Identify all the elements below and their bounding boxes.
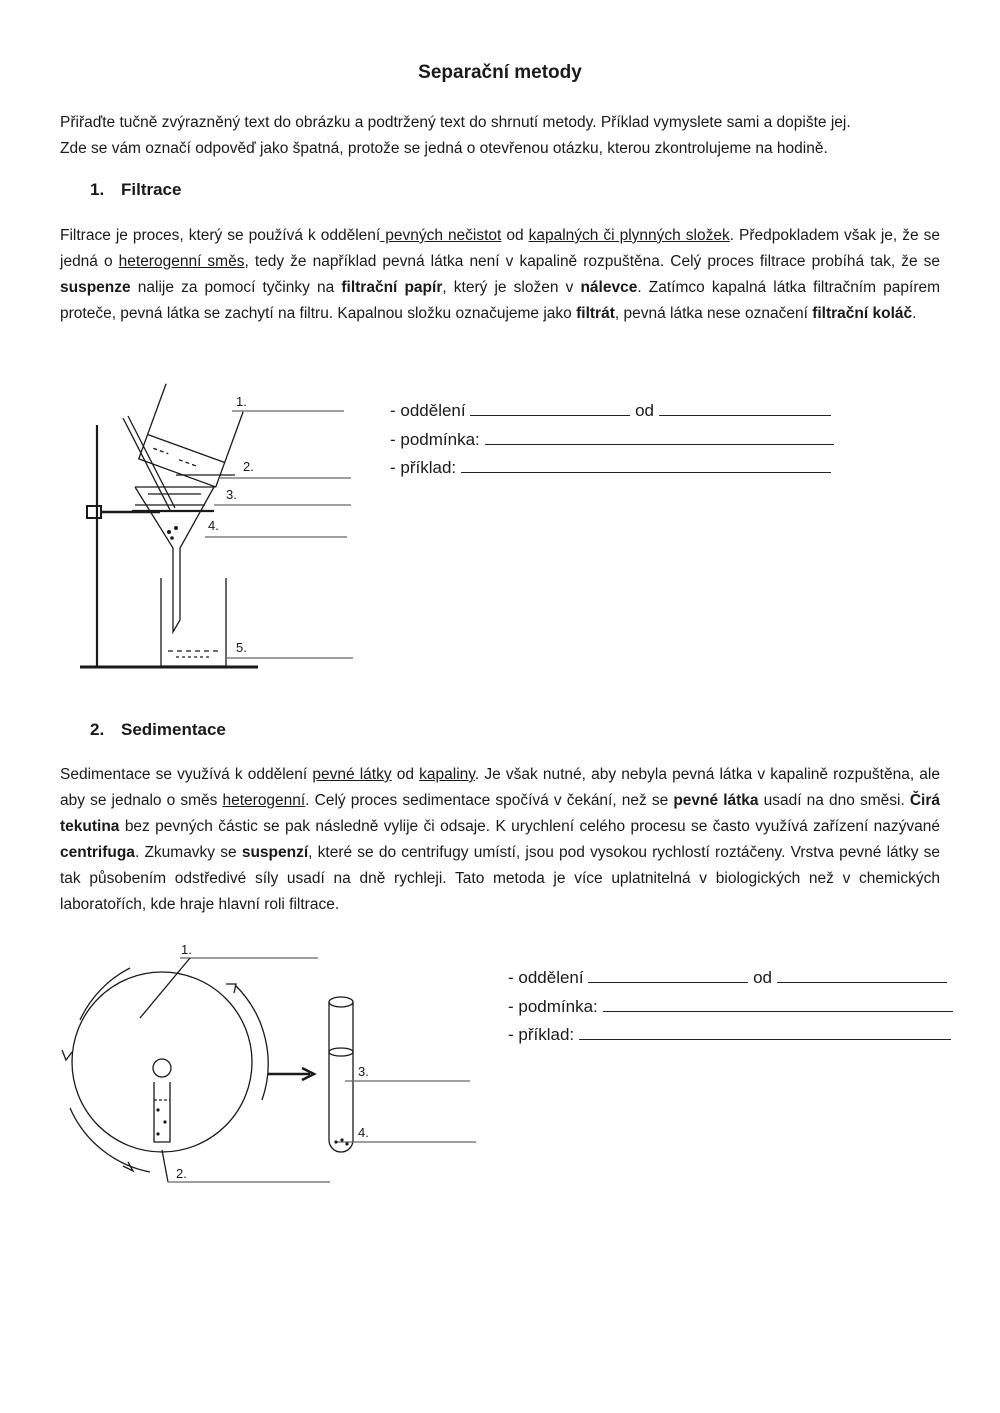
receiving-beaker-icon (161, 578, 226, 666)
bold-term: filtrát (576, 305, 615, 322)
answer-label: - příklad: (390, 458, 457, 477)
text-run: . Zatímco kapalná látka filtračním papírem proteče, pevná látka se zachytí na filtru. Kapalnou složku označujeme jako (60, 279, 941, 322)
pouring-beaker-icon (139, 384, 243, 487)
sedimentace-label-3: 3. (358, 1064, 369, 1079)
filtrace-label-5: 5. (236, 640, 247, 655)
answer-oddeleni-row (390, 397, 834, 426)
sedimentace-label-1: 1. (181, 942, 192, 957)
answer-priklad-row (390, 454, 834, 483)
underlined-term: pevných nečistot (380, 227, 502, 244)
bold-term: nálevce (580, 279, 638, 296)
answer-label: od (635, 401, 655, 420)
section-title: Sedimentace (121, 720, 226, 739)
text-run: od (391, 766, 420, 783)
answer-oddeleni-row (508, 964, 953, 993)
instructions-line-1: Přiřaďte tučně zvýrazněný text do obrázku a podtržený text do shrnutí metody. Příklad vymyslete sami a dopište jej. (60, 114, 851, 131)
sedimentace-label-4: 4. (358, 1125, 369, 1140)
funnel-icon (135, 487, 214, 632)
underlined-term: pevné látky (312, 766, 392, 783)
sedimentace-answer-block (508, 964, 953, 1050)
answer-blank-field[interactable] (470, 397, 630, 416)
text-run: . Předpokladem však je, že se jedná o (60, 227, 940, 270)
underlined-term: kapaliny (419, 766, 475, 783)
test-tube-icon (329, 997, 353, 1007)
answer-blank-field[interactable] (588, 964, 748, 983)
bold-term: filtrační koláč (812, 305, 913, 322)
text-run: od (501, 227, 529, 244)
clamp-icon (87, 506, 101, 518)
instructions (60, 110, 940, 162)
centrifuge-rotor-icon (72, 972, 252, 1152)
answer-label: - podmínka: (508, 996, 598, 1016)
answer-podminka-row (390, 426, 834, 455)
text-run: bez pevných částic se pak následně vylije či odsaje. K urychlení celého procesu se často využívá zařízení nazývané (119, 818, 940, 835)
filtrace-label-2: 2. (243, 459, 254, 474)
text-run: Filtrace je proces, který se používá k oddělení (60, 227, 381, 244)
answer-blank-field[interactable] (485, 426, 834, 445)
answer-label: od (753, 968, 773, 987)
bold-term: Čirá tekutina (60, 792, 940, 835)
bold-term: filtrační papír (341, 279, 443, 296)
sedimentace-label-2: 2. (176, 1166, 187, 1181)
answer-priklad-row (508, 1021, 953, 1050)
filtrace-label-1: 1. (236, 394, 247, 409)
text-run: . Celý proces sedimentace spočívá v čekání, než se (305, 792, 674, 809)
answer-label: - oddělení (508, 968, 584, 987)
instructions-line-2: Zde se vám označí odpověď jako špatná, protože se jedná o otevřenou otázku, kterou zkontrolujeme na hodině. (60, 140, 828, 157)
answer-label: - podmínka: (390, 429, 480, 449)
page-title: Separační metody (418, 62, 582, 83)
sedimentace-paragraph (60, 762, 940, 918)
filtrace-label-3: 3. (226, 487, 237, 502)
answer-blank-field[interactable] (777, 964, 947, 983)
text-run: usadí na dno směsi. (758, 792, 910, 809)
text-run: . (912, 305, 917, 322)
answer-label: - oddělení (390, 401, 466, 420)
glass-rod-icon (123, 418, 170, 510)
bold-term: suspenzí (241, 844, 309, 861)
bold-term: pevné látka (673, 792, 759, 809)
answer-podminka-row (508, 993, 953, 1022)
text-run: , které se do centrifugy umístí, jsou pod vysokou rychlostí roztáčeny. Vrstva pevné látky se tak působením odstředivé síly usadí na dně rychleji. Tato metoda je více uplatnitelná v biologických než v chemických laboratořích, kde hraje hlavní roli filtrace. (60, 844, 941, 913)
text-run: , tedy že například pevná látka není v kapalině rozpuštěna. Celý proces filtrace probíhá tak, že se (244, 253, 940, 270)
text-run: . Je však nutné, aby nebyla pevná látka v kapalině rozpuštěna, ale aby se jednalo o směs (60, 766, 940, 809)
section-heading-sedimentace (90, 720, 226, 740)
text-run: . Zkumavky se (134, 844, 242, 861)
section-title: Filtrace (121, 180, 182, 199)
answer-blank-field[interactable] (579, 1021, 951, 1040)
underlined-term: heterogenní směs (118, 253, 245, 270)
answer-blank-field[interactable] (461, 454, 831, 473)
section-number: 2. (90, 720, 105, 739)
text-run: nalije za pomocí tyčinky na (130, 279, 342, 296)
section-heading-filtrace (90, 180, 181, 200)
filtrace-label-4: 4. (208, 518, 219, 533)
text-run: , který je složen v (442, 279, 581, 296)
answer-blank-field[interactable] (603, 993, 953, 1012)
text-run: Sedimentace se využívá k oddělení (60, 766, 313, 783)
centrifuge-tube-icon (154, 1082, 170, 1142)
section-number: 1. (90, 180, 105, 199)
answer-blank-field[interactable] (659, 397, 831, 416)
underlined-term: heterogenní (222, 792, 306, 809)
filtrace-paragraph (60, 223, 940, 327)
underlined-term: kapalných či plynných složek (528, 227, 730, 244)
answer-label: - příklad: (508, 1025, 575, 1044)
bold-term: suspenze (60, 279, 131, 296)
filtrace-answer-block (390, 397, 834, 483)
bold-term: centrifuga (60, 844, 135, 861)
rotation-arrow-icon (235, 985, 268, 1100)
text-run: , pevná látka nese označení (614, 305, 813, 322)
